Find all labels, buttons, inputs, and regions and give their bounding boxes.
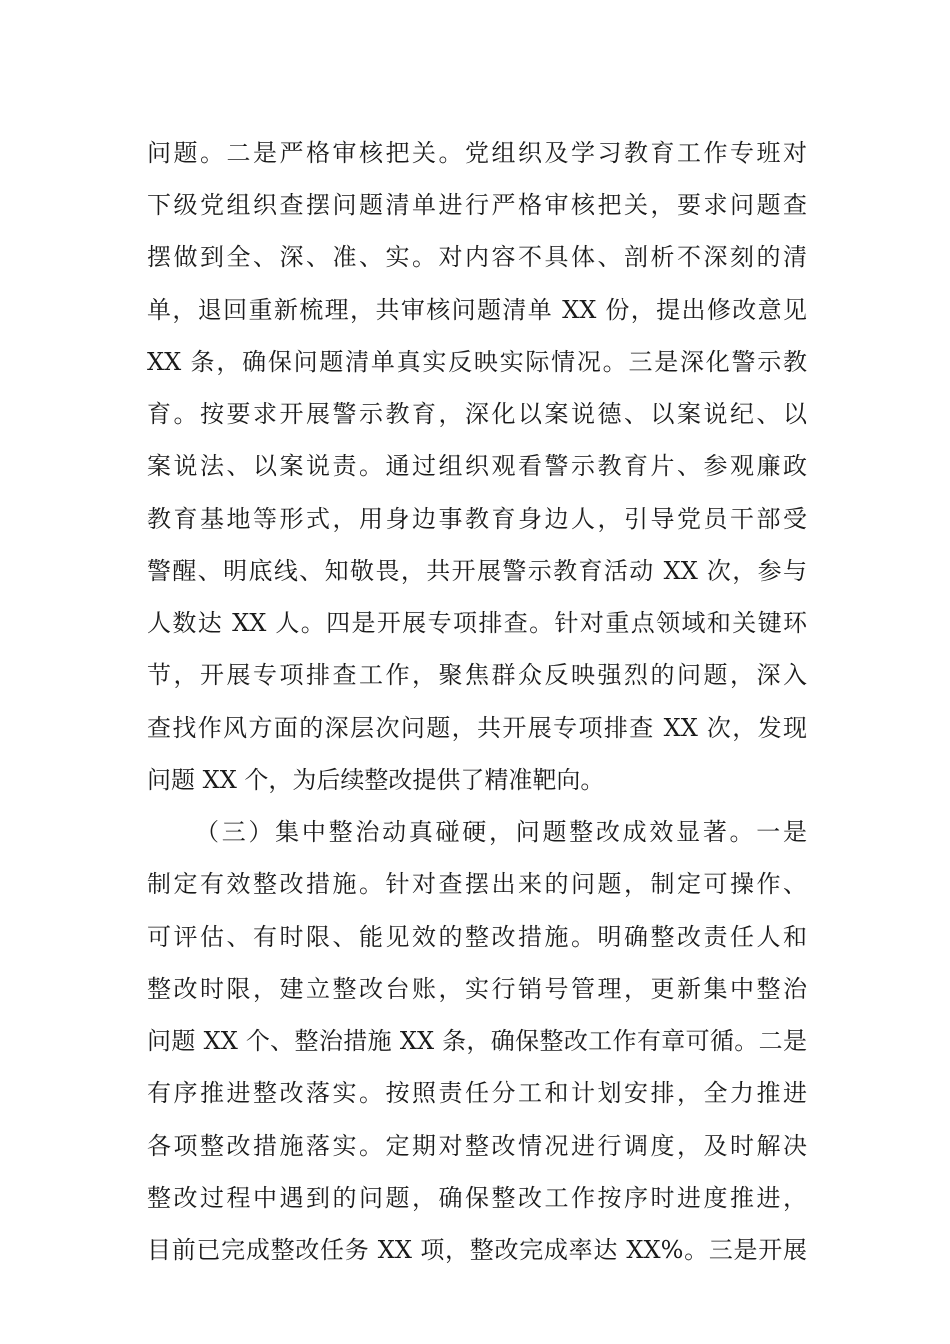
body-text-line: 制定有效整改措施。针对查摆出来的问题，制定可操作、	[147, 870, 807, 898]
body-text-line: 人数达 XX 人。四是开展专项排查。针对重点领域和关键环	[147, 609, 807, 637]
body-text-line: 案说法、以案说责。通过组织观看警示教育片、参观廉政	[147, 452, 807, 480]
body-text-line: 问题 XX 个，为后续整改提供了精准靶向。	[147, 766, 605, 794]
section-heading-line: （三）集中整治动真碰硬，问题整改成效显著。一是	[195, 818, 807, 846]
body-text-line: 查找作风方面的深层次问题，共开展专项排查 XX 次，发现	[147, 714, 807, 742]
body-text-line: 问题。二是严格审核把关。党组织及学习教育工作专班对	[147, 139, 807, 167]
body-text-line: 警醒、明底线、知敬畏，共开展警示教育活动 XX 次，参与	[147, 557, 807, 585]
body-text-line: 各项整改措施落实。定期对整改情况进行调度，及时解决	[147, 1132, 807, 1160]
body-text-line: XX 条，确保问题清单真实反映实际情况。三是深化警示教	[147, 348, 807, 376]
body-text-line: 整改时限，建立整改台账，实行销号管理，更新集中整治	[147, 975, 807, 1003]
body-text-line: 下级党组织查摆问题清单进行严格审核把关，要求问题查	[147, 191, 807, 219]
body-text-line: 摆做到全、深、准、实。对内容不具体、剖析不深刻的清	[147, 243, 807, 271]
body-text-line: 节，开展专项排查工作，聚焦群众反映强烈的问题，深入	[147, 661, 807, 689]
body-text-line: 育。按要求开展警示教育，深化以案说德、以案说纪、以	[147, 400, 807, 428]
body-text-line: 整改过程中遇到的问题，确保整改工作按序时进度推进，	[147, 1184, 807, 1212]
body-text-line: 问题 XX 个、整治措施 XX 条，确保整改工作有章可循。二是	[147, 1027, 807, 1055]
body-text-line: 有序推进整改落实。按照责任分工和计划安排，全力推进	[147, 1079, 807, 1107]
body-text-line: 单，退回重新梳理，共审核问题清单 XX 份，提出修改意见	[147, 296, 807, 324]
body-text-line: 目前已完成整改任务 XX 项，整改完成率达 XX%。三是开展	[147, 1236, 807, 1264]
body-text-line: 可评估、有时限、能见效的整改措施。明确整改责任人和	[147, 923, 807, 951]
body-text-line: 教育基地等形式，用身边事教育身边人，引导党员干部受	[147, 505, 807, 533]
